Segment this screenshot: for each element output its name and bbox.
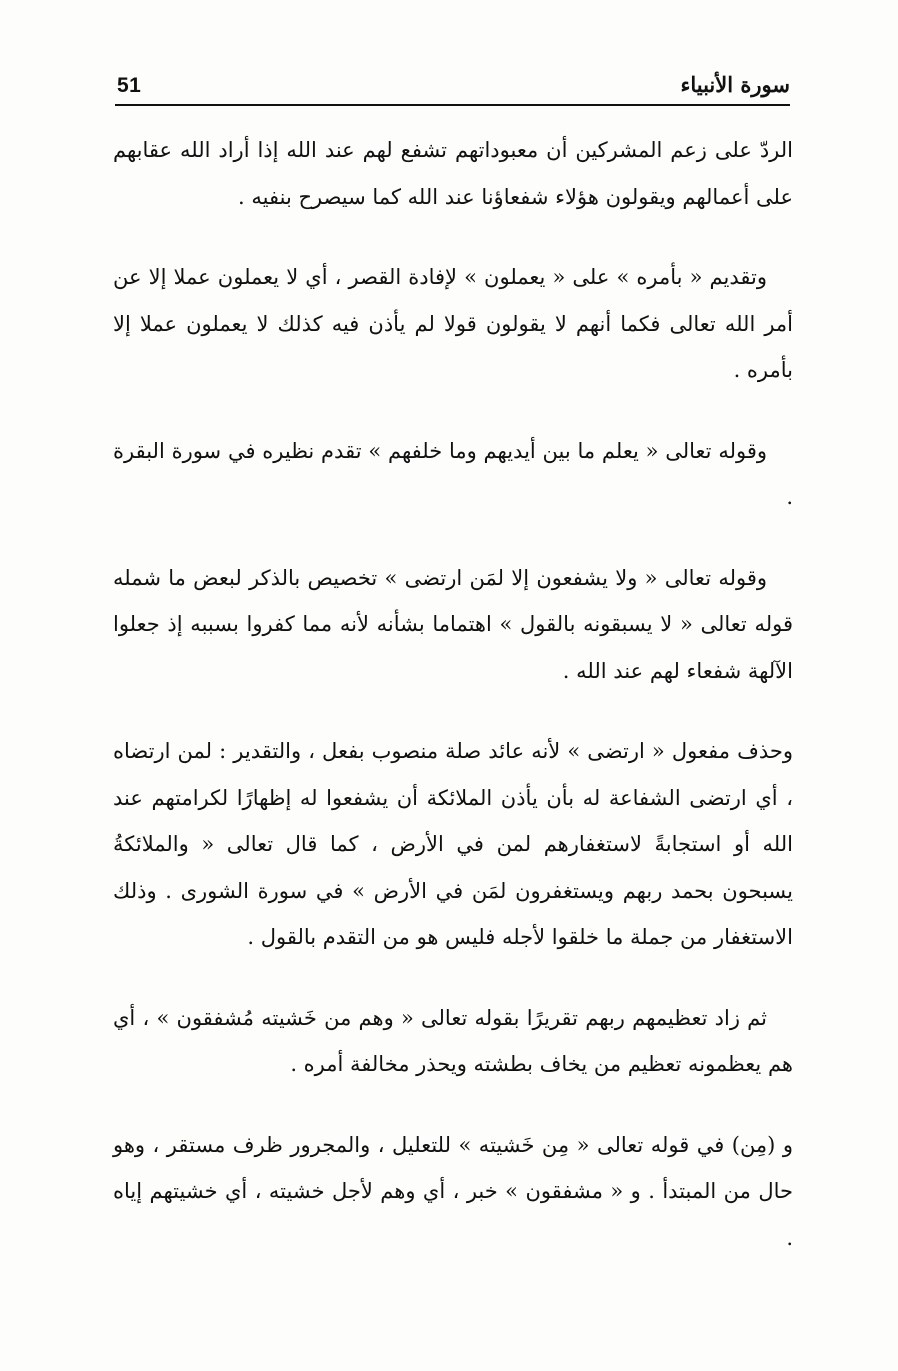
paragraph: وقوله تعالى « ولا يشفعون إلا لمَن ارتضى » تخصيص بالذكر لبعض ما شمله قوله تعالى « لا يسبقونه بالقول » اهتماما بشأنه لأنه مما كفروا بسببه إذ جعلوا الآلهة شفعاء لهم عند الله .: [113, 565, 793, 683]
body-text: [113, 127, 793, 1295]
paragraph: الردّ على زعم المشركين أن معبوداتهم تشفع لهم عند الله إذا أراد الله عقابهم على أعمالهم ويقولون هؤلاء شفعاؤنا عند الله كما سيصرح بنفيه .: [113, 138, 793, 209]
paragraph: وقوله تعالى « يعلم ما بين أيديهم وما خلفهم » تقدم نظيره في سورة البقرة .: [113, 438, 793, 509]
header-rule: [115, 104, 790, 106]
paragraph: ثم زاد تعظيمهم ربهم تقريرًا بقوله تعالى « وهم من خَشيته مُشفقون » ، أي هم يعظمونه تعظيم من يخاف بطشته ويحذر مخالفة أمره .: [113, 1005, 793, 1076]
paragraph: وحذف مفعول « ارتضى » لأنه عائد صلة منصوب بفعل ، والتقدير : لمن ارتضاه ، أي ارتضى الشفاعة له بأن يأذن الملائكة أن يشفعوا له إظهارًا لكرامتهم عند الله أو استجابةً لاستغفارهم لمن في الأرض ، كما قال تعالى « والملائكةُ يسبحون بحمد ربهم ويستغفرون لمَن في الأرض » في سورة الشورى . وذلك الاستغفار من جملة ما خلقوا لأجله فليس هو من التقدم بالقول .: [113, 739, 793, 949]
paragraph: وتقديم « بأمره » على « يعملون » لإفادة القصر ، أي لا يعملون عملا إلا عن أمر الله تعالى فكما أنهم لا يقولون قولا لم يأذن فيه كذلك لا يعملون عملا إلا بأمره .: [113, 265, 793, 382]
paragraph: و (مِن) في قوله تعالى « مِن خَشيته » للتعليل ، والمجرور ظرف مستقر ، وهو حال من المبتدأ . و « مشفقون » خبر ، أي وهم لأجل خشيته ، أي خشيتهم إياه .: [113, 1132, 793, 1250]
running-title: سورة الأنبياء: [680, 72, 790, 97]
page-number: 51: [117, 74, 142, 97]
